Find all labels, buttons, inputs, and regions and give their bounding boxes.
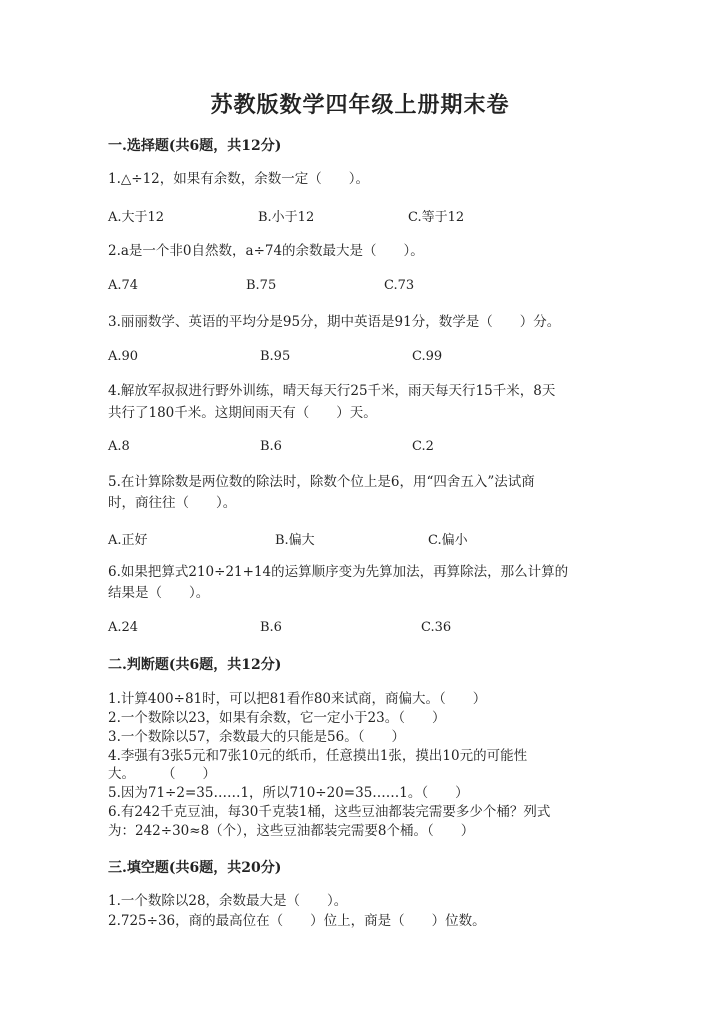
option-a: A.大于12 <box>108 210 165 225</box>
option-b: B.偏大 <box>275 533 315 548</box>
option-c: C.2 <box>412 439 434 454</box>
question-2: 2.a是一个非0自然数，a÷74的余数最大是（ ）。 <box>108 243 424 259</box>
option-a: A.正好 <box>108 533 148 548</box>
option-b: B.95 <box>260 349 291 364</box>
judgement-line: 6.有242千克豆油，每30千克装1桶，这些豆油都装完需要多少个桶？列式 <box>108 804 551 820</box>
question-5-line-1: 5.在计算除数是两位数的除法时，除数个位上是6，用“四舍五入”法试商 <box>108 474 535 490</box>
judgement-line: 为：242÷30≈8（个），这些豆油都装完需要8个桶。（ ） <box>108 823 475 839</box>
judgement-line: 4.李强有3张5元和7张10元的纸币，任意摸出1张，摸出10元的可能性 <box>108 748 528 764</box>
option-a: A.90 <box>108 349 139 364</box>
section-heading-fill-in: 三.填空题(共6题，共20分) <box>108 860 282 876</box>
question-4-line-1: 4.解放军叔叔进行野外训练，晴天每天行25千米，雨天每天行15千米，8天 <box>108 383 556 399</box>
fill-in-line: 2.725÷36，商的最高位在（ ）位上，商是（ ）位数。 <box>108 913 486 929</box>
judgement-line: 3.一个数除以57，余数最大的只能是56。（ ） <box>108 729 405 745</box>
question-6-line-2: 结果是（ ）。 <box>108 585 210 601</box>
option-c: C.偏小 <box>428 533 468 548</box>
section-heading-judgement: 二.判断题(共6题，共12分) <box>108 657 282 673</box>
option-a: A.24 <box>108 620 139 635</box>
judgement-line: 大。 （ ） <box>108 766 216 782</box>
option-b: B.小于12 <box>258 210 315 225</box>
judgement-line: 5.因为71÷2=35……1，所以710÷20=35……1。（ ） <box>108 785 469 801</box>
question-4-line-2: 共行了180千米。这期间雨天有（ ）天。 <box>108 405 377 421</box>
option-a: A.8 <box>108 439 130 454</box>
judgement-line: 1.计算400÷81时，可以把81看作80来试商，商偏大。（ ） <box>108 691 487 707</box>
option-c: C.36 <box>421 620 452 635</box>
option-b: B.6 <box>260 620 282 635</box>
option-b: B.6 <box>260 439 282 454</box>
question-3: 3.丽丽数学、英语的平均分是95分，期中英语是91分，数学是（ ）分。 <box>108 314 561 330</box>
question-1: 1.△÷12，如果有余数，余数一定（ ）。 <box>108 171 370 187</box>
question-6-line-1: 6.如果把算式210÷21+14的运算顺序变为先算加法，再算除法，那么计算的 <box>108 564 569 580</box>
question-5-line-2: 时，商往往（ ）。 <box>108 495 237 511</box>
judgement-line: 2.一个数除以23，如果有余数，它一定小于23。（ ） <box>108 710 446 726</box>
option-a: A.74 <box>108 278 139 293</box>
fill-in-line: 1.一个数除以28，余数最大是（ ）。 <box>108 893 348 909</box>
page-title: 苏教版数学四年级上册期末卷 <box>210 92 510 118</box>
section-heading-choice: 一.选择题(共6题，共12分) <box>108 138 282 154</box>
option-c: C.等于12 <box>408 210 465 225</box>
option-b: B.75 <box>246 278 277 293</box>
option-c: C.73 <box>384 278 415 293</box>
option-c: C.99 <box>412 349 443 364</box>
